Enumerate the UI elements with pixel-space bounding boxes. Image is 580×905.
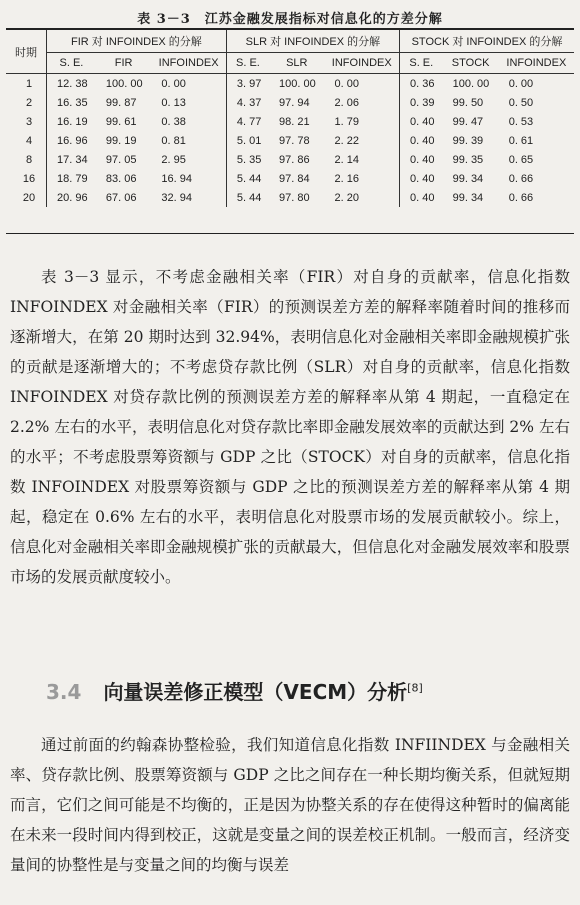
table-cell: 16. 94 <box>161 172 193 185</box>
table-cell: 0. 53 <box>508 115 534 128</box>
subheader-se: S. E. <box>226 53 269 74</box>
table-cell: 0. 65 <box>508 153 534 166</box>
table-cell: 99. 50 <box>452 96 484 109</box>
table-cell: 12. 38 <box>47 74 96 94</box>
table-cell: 0. 00 <box>508 77 534 90</box>
table-cell: 2. 06 <box>334 96 360 109</box>
table-cell: 2. 14 <box>334 153 360 166</box>
table-cell: 16. 96 <box>47 131 96 150</box>
table-cell: 97. 84 <box>279 172 310 185</box>
table-cell: 0. 66 <box>508 191 534 204</box>
group-header-slr: SLR 对 INFOINDEX 的分解 <box>226 30 399 53</box>
subheader-se: S. E. <box>399 53 442 74</box>
subheader-infoindex: INFOINDEX <box>499 53 574 74</box>
table-cell: 100. 00 <box>279 77 316 90</box>
table-cell: 4 <box>25 134 33 147</box>
table-cell: 2. 20 <box>334 191 360 204</box>
citation-ref: [8] <box>407 681 423 695</box>
table-cell: 0. 40 <box>399 188 442 207</box>
table-cell: 99. 87 <box>105 96 137 109</box>
table-row <box>6 112 574 131</box>
table-cell: 20 <box>22 191 36 204</box>
table-cell: 5. 44 <box>226 169 269 188</box>
table-cell: 67. 06 <box>105 191 137 204</box>
table-cell: 2. 16 <box>334 172 360 185</box>
table-cell: 16. 35 <box>47 93 96 112</box>
table-cell: 16. 19 <box>47 112 96 131</box>
table-cell: 5. 44 <box>226 188 269 207</box>
table-cell: 32. 94 <box>161 191 193 204</box>
body-paragraph-table-analysis <box>10 262 570 592</box>
table-cell: 0. 00 <box>161 77 186 90</box>
paragraph-text: 通过前面的约翰森协整检验，我们知道信息化指数 INFIINDEX 与金融相关率、贷存款比例、股票筹资额与 GDP 之比之间存在一种长期均衡关系，但就短期而言，它们之间可能是不均衡的，正是因为协整关系的存在使得这种暂时的偏离能在未来一段时间内得到校正，这就是变量之间的误差校正机制。一般而言，经济变量间的协整性是与变量之间的均衡与误差 <box>10 736 570 874</box>
table-cell: 99. 19 <box>105 134 137 147</box>
table-cell: 20. 96 <box>47 188 96 207</box>
section-title: 向量误差修正模型（VECM）分析 <box>103 680 408 704</box>
table-cell: 83. 06 <box>105 172 137 185</box>
table-cell: 18. 79 <box>47 169 96 188</box>
table-cell: 0. 36 <box>399 74 442 94</box>
table-cell: 0. 40 <box>399 150 442 169</box>
table-cell: 0. 40 <box>399 169 442 188</box>
group-header-stock: STOCK 对 INFOINDEX 的分解 <box>399 30 574 53</box>
table-row <box>6 74 574 94</box>
table-cell: 5. 35 <box>226 150 269 169</box>
section-number: 3.4 <box>46 680 82 704</box>
table-cell: 0. 00 <box>334 77 360 90</box>
subheader-fir: FIR <box>96 53 152 74</box>
table-cell: 99. 61 <box>105 115 137 128</box>
table-row <box>6 188 574 207</box>
paragraph-text: 表 3－3 显示，不考虑金融相关率（FIR）对自身的贡献率，信息化指数 INFOINDEX 对金融相关率（FIR）的预测误差方差的解释率随着时间的推移而逐渐增大，在第 20 期时达到 32.94%，表明信息化对金融相关率即金融规模扩张的贡献是逐渐增大的；不考虑贷存款比例（SLR）对自身的贡献率，信息化指数 INFOINDEX 对贷存款比例的预测误差方差的解释率从第 4 期起，一直稳定在 2.2% 左右的水平，表明信息化对贷存款比率即金融发展效率的贡献达到 2% 左右的水平；不考虑股票筹资额与 GDP 之比（STOCK）对自身的贡献率，信息化指数 INFOINDEX 对股票筹资额与 GDP 之比的预测误差方差的解释率从第 4 期起，稳定在 0.6% 左右的水平，表明信息化对股票市场的发展贡献较小。综上，信息化对金融相关率即金融规模扩张的贡献最大，但信息化对金融发展效率和股票市场的发展贡献度较小。 <box>10 268 570 586</box>
table-cell: 100. 00 <box>452 77 490 90</box>
table-cell: 4. 77 <box>226 112 269 131</box>
table-cell: 99. 35 <box>452 153 484 166</box>
table-cell: 0. 81 <box>161 134 186 147</box>
table-subheader-row <box>6 53 574 74</box>
variance-decomposition-table <box>6 30 574 207</box>
table-cell: 5. 01 <box>226 131 269 150</box>
period-header: 时期 <box>6 30 47 74</box>
table-group-header-row <box>6 30 574 53</box>
table-cell: 1 <box>25 77 33 90</box>
table-cell: 99. 39 <box>452 134 484 147</box>
table-cell: 1. 79 <box>334 115 360 128</box>
table-cell: 0. 50 <box>508 96 534 109</box>
table-cell: 100. 00 <box>105 77 143 90</box>
table-cell: 8 <box>25 153 33 166</box>
table-cell: 2. 22 <box>334 134 360 147</box>
table-row <box>6 150 574 169</box>
table-cell: 0. 66 <box>508 172 534 185</box>
table-cell: 0. 13 <box>161 96 186 109</box>
table-cell: 2 <box>25 96 33 109</box>
subheader-se: S. E. <box>47 53 96 74</box>
subheader-stock: STOCK <box>443 53 499 74</box>
table-cell: 97. 86 <box>279 153 310 166</box>
table-cell: 3 <box>25 115 33 128</box>
subheader-infoindex: INFOINDEX <box>151 53 226 74</box>
table-cell: 97. 78 <box>279 134 310 147</box>
table-cell: 97. 80 <box>279 191 310 204</box>
group-header-fir: FIR 对 INFOINDEX 的分解 <box>47 30 227 53</box>
table-cell: 0. 40 <box>399 131 442 150</box>
table-cell: 99. 47 <box>452 115 484 128</box>
table-cell: 3. 97 <box>226 74 269 94</box>
table-row <box>6 131 574 150</box>
table-cell: 97. 05 <box>105 153 137 166</box>
table-cell: 0. 39 <box>399 93 442 112</box>
table-cell: 2. 95 <box>161 153 186 166</box>
table-cell: 99. 34 <box>452 172 484 185</box>
table-cell: 0. 61 <box>508 134 534 147</box>
table-cell: 4. 37 <box>226 93 269 112</box>
table-cell: 98. 21 <box>279 115 310 128</box>
table-bottom-rule <box>6 233 574 234</box>
table-title: 表 3－3 江苏金融发展指标对信息化的方差分解 <box>137 12 443 27</box>
table-cell: 0. 38 <box>161 115 186 128</box>
subheader-slr: SLR <box>269 53 325 74</box>
subheader-infoindex: INFOINDEX <box>325 53 400 74</box>
body-paragraph-vecm-intro <box>10 730 570 880</box>
table-cell: 16 <box>22 172 36 185</box>
table-row <box>6 169 574 188</box>
table-cell: 0. 40 <box>399 112 442 131</box>
table-cell: 17. 34 <box>47 150 96 169</box>
section-heading <box>46 676 423 705</box>
table-row <box>6 93 574 112</box>
table-cell: 99. 34 <box>452 191 484 204</box>
table-cell: 97. 94 <box>279 96 310 109</box>
